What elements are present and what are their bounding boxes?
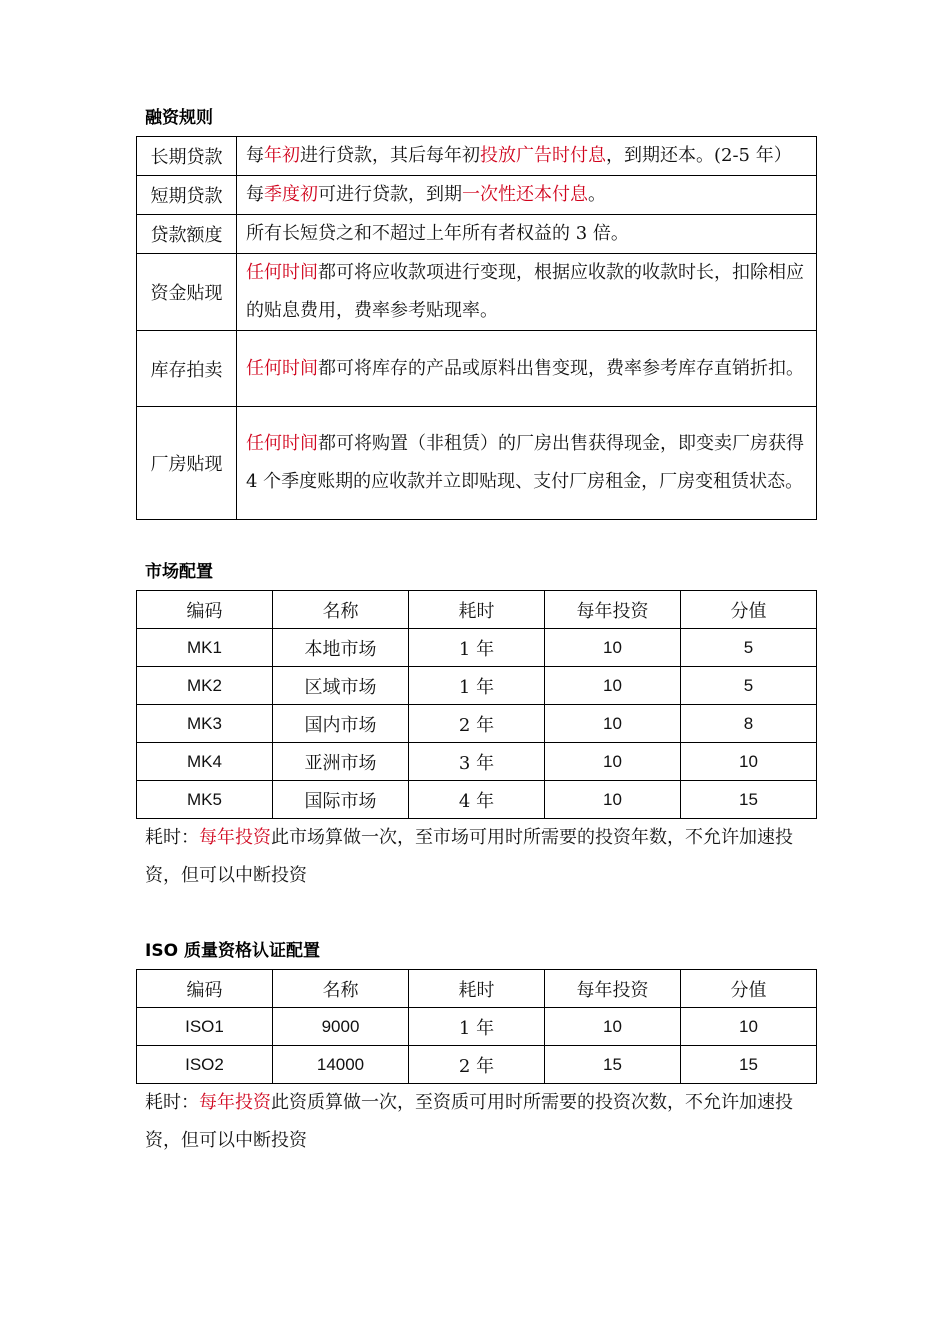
iso-row [137,1008,817,1046]
market-cell: MK5 [137,781,273,819]
market-note-highlight: 每年投资 [199,827,271,848]
market-cell: 10 [545,781,681,819]
financing-description [237,137,817,176]
market-row [137,781,817,819]
market-cell: 8 [681,705,817,743]
financing-text: 可进行贷款，到期 [318,184,462,205]
financing-highlight: 一次性还本付息 [462,184,588,205]
market-cell: 区域市场 [273,667,409,705]
financing-description [237,215,817,254]
market-cell: 亚洲市场 [273,743,409,781]
market-cell: 5 [681,667,817,705]
iso-column-header: 分值 [681,970,817,1008]
financing-highlight: 任何时间 [246,357,318,379]
market-note [145,819,825,895]
financing-label: 厂房贴现 [137,407,237,520]
market-column-header: 每年投资 [545,591,681,629]
iso-note [145,1084,825,1160]
market-cell: 15 [681,781,817,819]
financing-highlight: 季度初 [264,184,318,205]
market-cell: MK4 [137,743,273,781]
financing-text: 进行贷款，其后每年初 [300,145,480,166]
financing-row [137,176,817,215]
market-cell: MK2 [137,667,273,705]
market-column-header: 分值 [681,591,817,629]
financing-highlight: 任何时间 [246,262,318,283]
iso-cell: ISO1 [137,1008,273,1046]
iso-note-text: 此资质算做一次，至资质可用时所需要的投资次数，不允许加速投资，但可以中断投资 [145,1092,793,1151]
financing-text: 都可将应收款项进行变现，根据应收款的收款时长，扣除相应的贴息费用，费率参考贴现率。 [246,262,804,321]
market-cell: 1 年 [409,629,545,667]
market-cell: MK1 [137,629,273,667]
financing-highlight: 年初 [264,145,300,166]
market-column-header: 编码 [137,591,273,629]
financing-highlight: 投放广告时付息 [480,145,606,166]
market-cell: 1 年 [409,667,545,705]
iso-column-header: 编码 [137,970,273,1008]
iso-note-highlight: 每年投资 [199,1092,271,1113]
market-cell: 10 [681,743,817,781]
market-note-prefix: 耗时： [145,827,199,848]
market-row [137,705,817,743]
financing-row [137,215,817,254]
iso-heading: ISO 质量资格认证配置 [145,941,320,961]
iso-cell: 15 [681,1046,817,1084]
financing-text: 。 [588,184,606,205]
financing-row [137,331,817,407]
market-heading: 市场配置 [145,562,213,582]
iso-column-header: 耗时 [409,970,545,1008]
financing-row [137,254,817,331]
financing-label: 资金贴现 [137,254,237,331]
market-cell: 5 [681,629,817,667]
iso-row [137,1046,817,1084]
iso-table [136,969,817,1084]
financing-highlight: 任何时间 [246,433,318,454]
iso-header-row [137,970,817,1008]
market-row [137,667,817,705]
financing-description [237,331,817,407]
financing-description [237,176,817,215]
iso-cell: 10 [681,1008,817,1046]
financing-text: ，到期还本。(2-5 年） [606,145,792,166]
iso-column-header: 名称 [273,970,409,1008]
financing-row [137,407,817,520]
market-note-text: 此市场算做一次，至市场可用时所需要的投资年数，不允许加速投资，但可以中断投资 [145,827,793,886]
financing-description [237,407,817,520]
market-cell: 10 [545,705,681,743]
market-column-header: 名称 [273,591,409,629]
financing-label: 短期贷款 [137,176,237,215]
financing-description [237,254,817,331]
iso-cell: 14000 [273,1046,409,1084]
market-row [137,629,817,667]
market-row [137,743,817,781]
iso-cell: 9000 [273,1008,409,1046]
market-cell: MK3 [137,705,273,743]
financing-text: 都可将购置（非租赁）的厂房出售获得现金，即变卖厂房获得 4 个季度账期的应收款并立即贴现、支付厂房租金，厂房变租赁状态。 [246,433,804,492]
financing-text: 每 [246,145,264,166]
market-cell: 4 年 [409,781,545,819]
financing-table [136,136,817,520]
iso-cell: 10 [545,1008,681,1046]
market-table [136,590,817,819]
market-header-row [137,591,817,629]
market-column-header: 耗时 [409,591,545,629]
financing-label: 贷款额度 [137,215,237,254]
financing-text: 所有长短贷之和不超过上年所有者权益的 3 倍。 [246,223,629,244]
financing-heading: 融资规则 [145,108,213,128]
iso-cell: ISO2 [137,1046,273,1084]
iso-note-prefix: 耗时： [145,1092,199,1113]
iso-cell: 2 年 [409,1046,545,1084]
market-cell: 10 [545,667,681,705]
iso-cell: 1 年 [409,1008,545,1046]
market-cell: 10 [545,743,681,781]
market-cell: 3 年 [409,743,545,781]
financing-label: 库存拍卖 [137,331,237,407]
iso-column-header: 每年投资 [545,970,681,1008]
market-cell: 2 年 [409,705,545,743]
financing-label: 长期贷款 [137,137,237,176]
iso-cell: 15 [545,1046,681,1084]
financing-text: 都可将库存的产品或原料出售变现，费率参考库存直销折扣。 [318,357,804,379]
market-cell: 国际市场 [273,781,409,819]
market-cell: 国内市场 [273,705,409,743]
financing-text: 每 [246,184,264,205]
market-cell: 10 [545,629,681,667]
market-cell: 本地市场 [273,629,409,667]
financing-row [137,137,817,176]
